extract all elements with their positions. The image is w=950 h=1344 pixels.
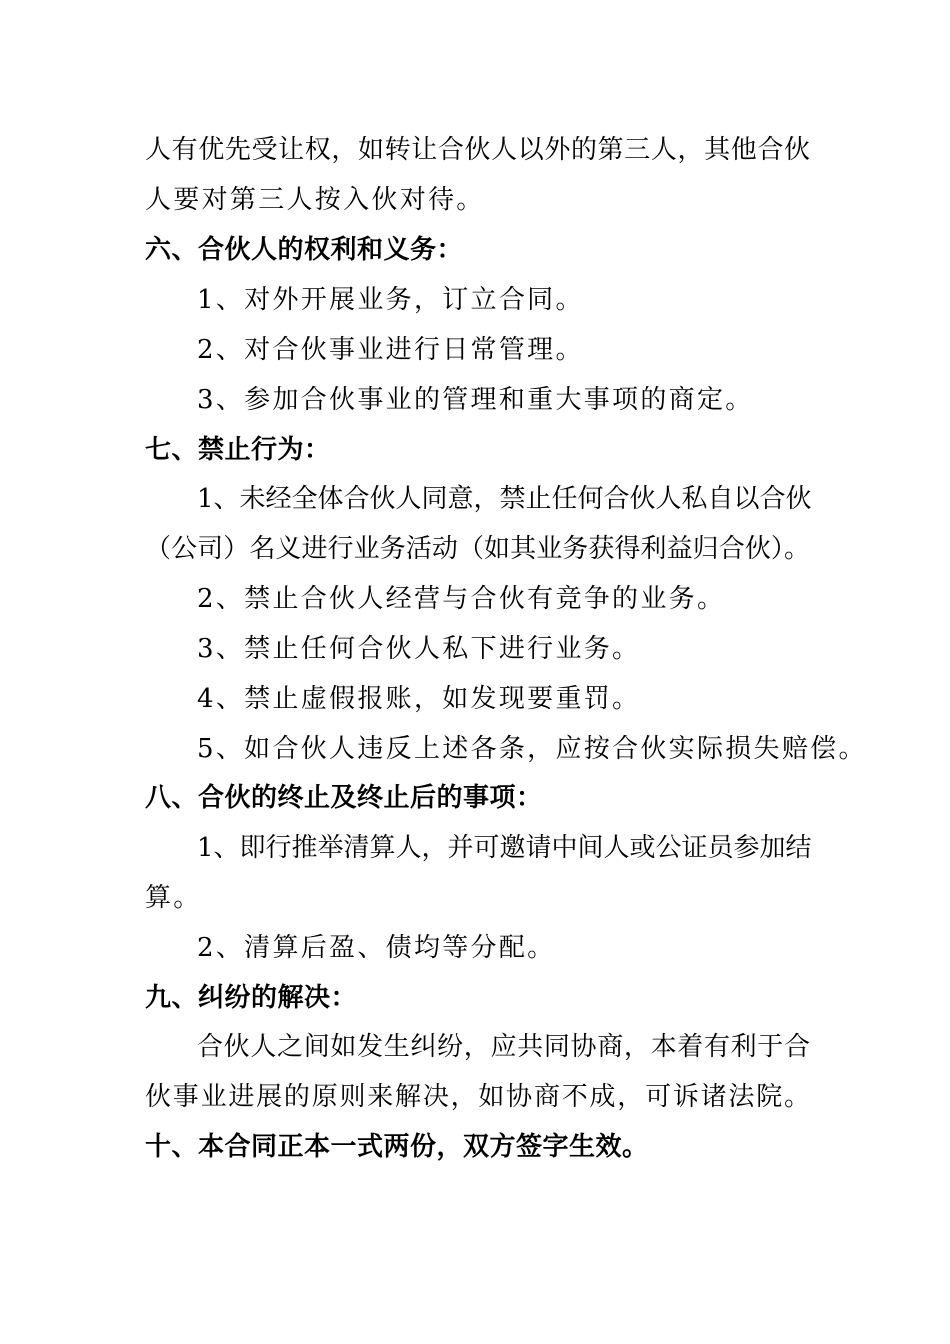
list-item: 2、清算后盈、债均等分配。 — [197, 933, 556, 963]
list-item: 1、未经全体合伙人同意，禁止任何合伙人私自以合伙 — [197, 484, 812, 514]
paragraph-line: 人要对第三人按入伙对待。 — [145, 185, 485, 215]
paragraph-line: 算。 — [145, 883, 202, 913]
section-heading-9: 九、纠纷的解决： — [145, 983, 358, 1013]
list-item: 1、即行推举清算人，并可邀请中间人或公证员参加结 — [197, 833, 812, 863]
list-item: 4、禁止虚假报账，如发现要重罚。 — [197, 684, 641, 714]
paragraph-line: 人有优先受让权，如转让合伙人以外的第三人，其他合伙 — [145, 135, 810, 165]
paragraph-line: 合伙人之间如发生纠纷，应共同协商，本着有利于合 — [197, 1032, 810, 1062]
section-heading-7: 七、禁止行为： — [145, 435, 331, 465]
list-item: 1、对外开展业务，订立合同。 — [197, 285, 584, 315]
section-heading-6: 六、合伙人的权利和义务： — [145, 235, 464, 265]
section-heading-8: 八、合伙的终止及终止后的事项： — [145, 783, 543, 813]
list-item: 3、参加合伙事业的管理和重大事项的商定。 — [197, 385, 754, 415]
paragraph-line: 伙事业进展的原则来解决，如协商不成，可诉诸法院。 — [145, 1082, 810, 1112]
list-item: 2、对合伙事业进行日常管理。 — [197, 335, 584, 365]
paragraph-line: （公司）名义进行业务活动（如其业务获得利益归合伙）。 — [145, 534, 810, 564]
list-item: 2、禁止合伙人经营与合伙有竞争的业务。 — [197, 584, 726, 614]
list-item: 5、如合伙人违反上述各条，应按合伙实际损失赔偿。 — [197, 734, 867, 764]
list-item: 3、禁止任何合伙人私下进行业务。 — [197, 634, 641, 664]
section-heading-10: 十、本合同正本一式两份，双方签字生效。 — [145, 1132, 649, 1162]
